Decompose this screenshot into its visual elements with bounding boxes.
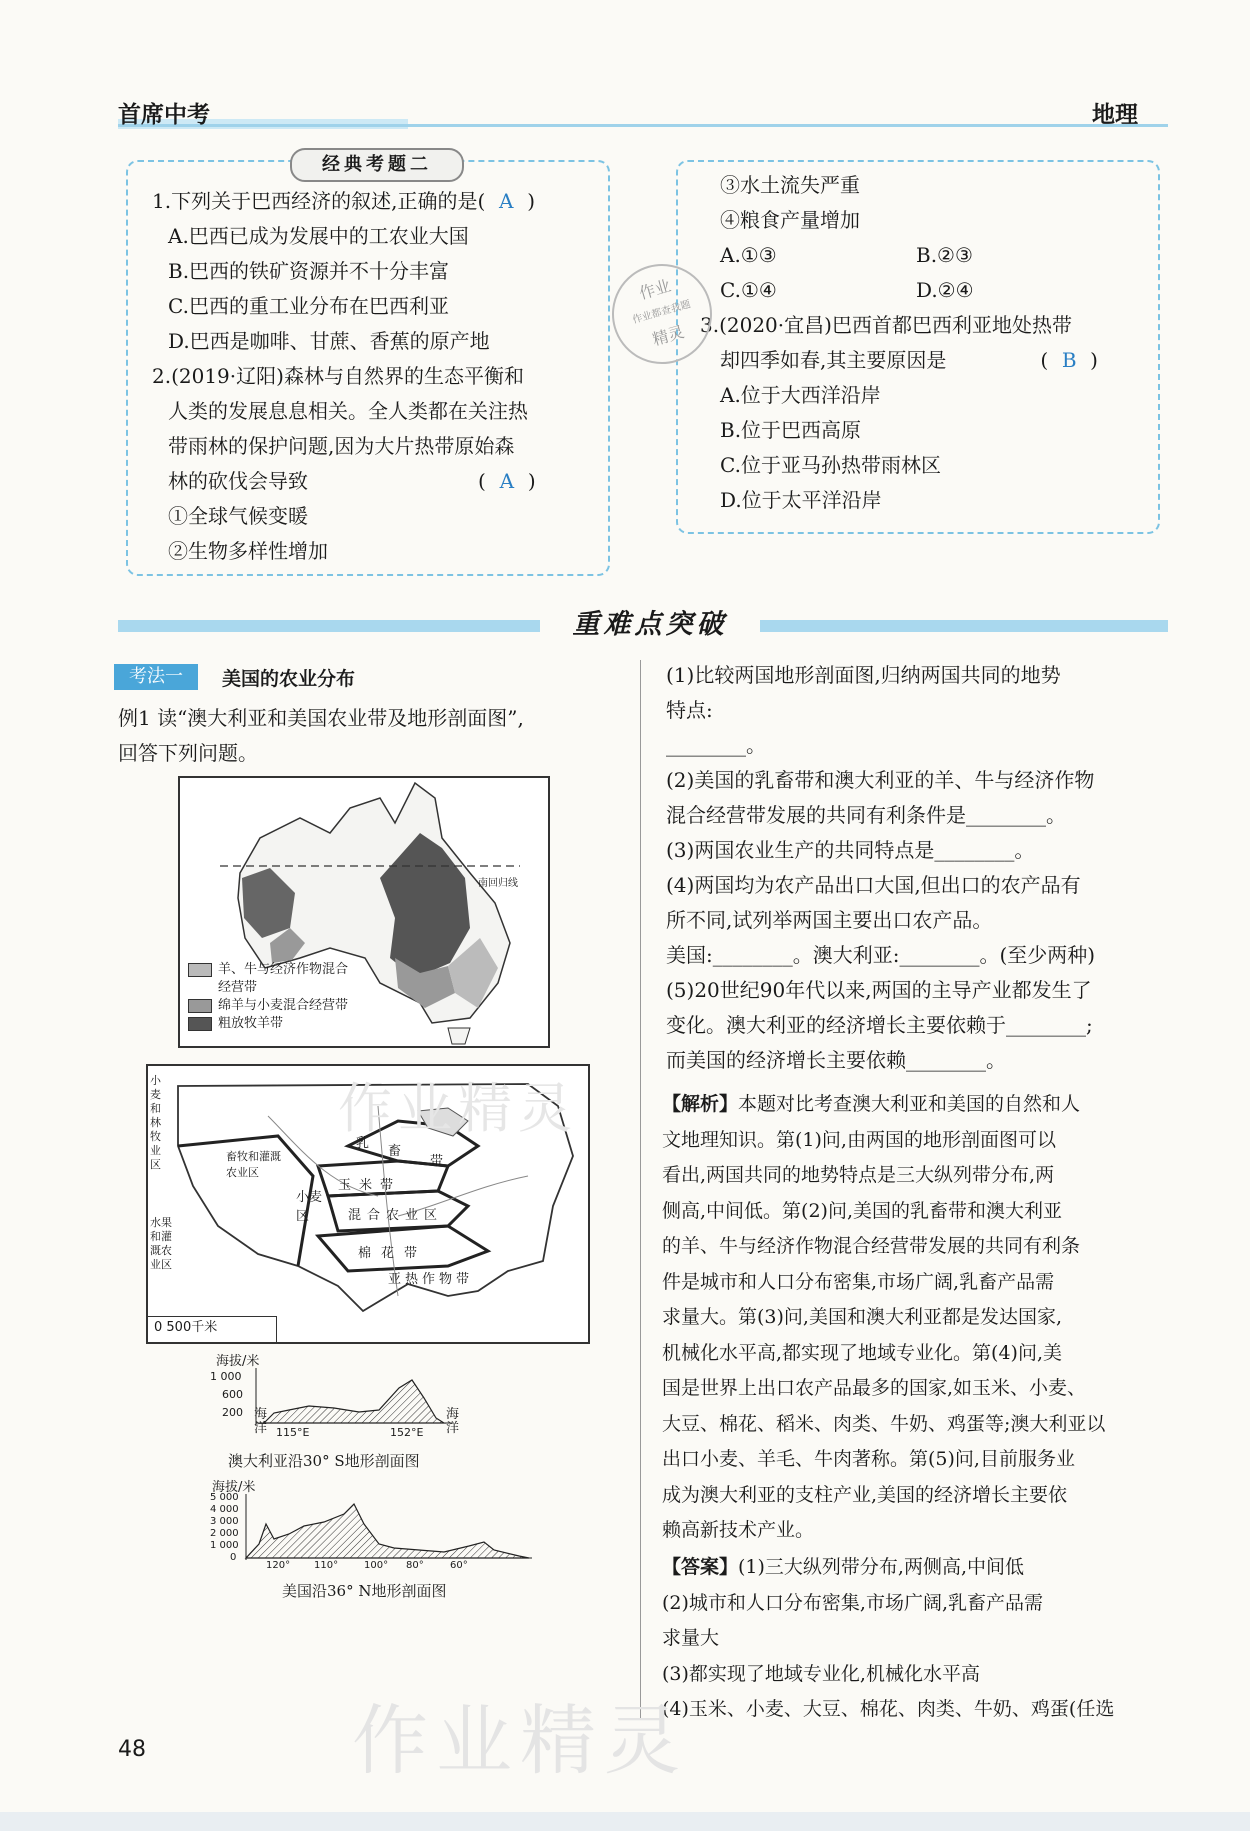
example-intro	[118, 701, 638, 771]
analysis-line-3: 侧高,中间低。第(2)问,美国的乳畜带和澳大利亚	[662, 1199, 1062, 1222]
q3-option-b: B.位于巴西高原	[720, 418, 862, 442]
aus-profile-svg	[254, 1368, 454, 1428]
usa-x-80: 80°	[406, 1560, 424, 1571]
label-wheat-forest: 小麦和林牧业区	[150, 1074, 161, 1171]
page-number: 48	[118, 1737, 146, 1762]
q2-answer: A	[499, 469, 515, 493]
aus-profile-ylabel: 海拔/米	[216, 1354, 260, 1369]
question-line-1: (1)比较两国地形剖面图,归纳两国共同的地势	[666, 663, 1061, 687]
question-line-12: 而美国的经济增长主要依赖________。	[666, 1048, 1006, 1072]
map-watermark: 作业精灵	[338, 1077, 578, 1140]
column-divider	[640, 660, 641, 1720]
label-fruit-irrigation: 水果和灌溉农业区	[150, 1216, 172, 1271]
q2-choice-3: ③水土流失严重	[720, 173, 860, 197]
q3-option-d: D.位于太平洋沿岸	[720, 488, 882, 512]
book-title: 首席中考	[118, 102, 210, 128]
q2-stem-1: 2.(2019·辽阳)森林与自然界的生态平衡和	[152, 364, 524, 388]
q2-options-ab: A.①③ B.②③	[720, 243, 973, 267]
usa-tick-1000: 1 000	[210, 1540, 239, 1551]
question-line-10: (5)20世纪90年代以来,两国的主导产业都发生了	[666, 978, 1092, 1002]
method-tag: 考法一	[114, 664, 198, 690]
usa-profile-terrain	[246, 1504, 529, 1558]
legend-mixed-2: 经营带	[218, 980, 258, 995]
usa-profile-ylabel: 海拔/米	[212, 1480, 256, 1495]
label-dairy-3: 带	[430, 1154, 444, 1169]
usa-profile-caption: 美国沿36° N地形剖面图	[282, 1582, 447, 1600]
usa-x-120: 120°	[266, 1560, 291, 1571]
aus-tick-200: 200	[222, 1406, 243, 1419]
question-line-7: (4)两国均为农产品出口大国,但出口的农产品有	[666, 873, 1081, 897]
question-line-5: 混合经营带发展的共同有利条件是________。	[666, 803, 1066, 827]
analysis-line-5: 件是城市和人口分布密集,市场广阔,乳畜产品需	[662, 1270, 1055, 1293]
aus-left-ocean: 海洋	[254, 1407, 268, 1436]
q1-option-c: C.巴西的重工业分布在巴西利亚	[168, 294, 449, 318]
q2-choice-2: ②生物多样性增加	[168, 539, 328, 563]
analysis-label: 【解析】	[662, 1093, 739, 1115]
answer-first-line: 【答案】(1)三大纵列带分布,两侧高,中间低	[662, 1556, 1025, 1578]
label-dairy-1: 乳	[356, 1136, 370, 1151]
australia-legend	[188, 958, 348, 1030]
subject-label: 地理	[1092, 102, 1138, 128]
page-bottom-strip	[0, 1812, 1250, 1831]
questions-block	[666, 658, 1171, 1078]
question-line-2: 特点:	[666, 698, 713, 722]
question-line-9: 美国:________。澳大利亚:________。(至少两种)	[666, 943, 1096, 967]
classic-left-text	[152, 184, 592, 569]
aus-profile-caption: 澳大利亚沿30° S地形剖面图	[228, 1452, 420, 1470]
usa-profile-svg	[244, 1494, 534, 1564]
q1-option-d: D.巴西是咖啡、甘蔗、香蕉的原产地	[168, 329, 490, 353]
q1-option-b: B.巴西的铁矿资源并不十分丰富	[168, 259, 450, 283]
analysis-line-8: 国是世界上出口农产品最多的国家,如玉米、小麦、	[662, 1377, 1087, 1399]
analysis-line-6: 求量大。第(3)问,美国和澳大利亚都是发达国家,	[662, 1306, 1062, 1328]
q2-stem-3: 带雨林的保护问题,因为大片热带原始森	[168, 434, 515, 458]
q3-option-a: A.位于大西洋沿岸	[720, 383, 881, 407]
header-rule	[118, 124, 1168, 127]
q3-stem-1: 3.(2020·宜昌)巴西首都巴西利亚地处热带	[700, 313, 1072, 337]
q2-choice-4: ④粮食产量增加	[720, 208, 860, 232]
stamp-seal: 作业 作业都查我题 精灵	[600, 252, 724, 376]
footer-watermark: 作业精灵	[352, 1696, 688, 1785]
section-title: 重难点突破	[540, 603, 760, 647]
answer-block	[662, 1550, 1172, 1728]
classic-questions-tag: 经典考题二	[290, 148, 464, 182]
label-subtropical-belt: 亚热作物带	[388, 1272, 474, 1287]
legend-mixed: 羊、牛与经济作物混合	[188, 958, 348, 976]
analysis-block	[662, 1087, 1172, 1549]
label-corn-belt: 玉米带	[338, 1178, 402, 1193]
q3-stem-2: 却四季如春,其主要原因是 ( B )	[720, 343, 1150, 378]
q2-stem-2: 人类的发展息息相关。全人类都在关注热	[168, 399, 528, 423]
method-title: 美国的农业分布	[222, 668, 356, 690]
q1-answer: A	[499, 189, 514, 213]
usa-tick-2000: 2 000	[210, 1528, 239, 1539]
australia-profile	[210, 1350, 470, 1470]
aus-x-152e: 152°E	[390, 1426, 424, 1439]
answer-line-4: (4)玉米、小麦、大豆、棉花、肉类、牛奶、鸡蛋(任选	[662, 1698, 1115, 1720]
usa-profile	[210, 1476, 530, 1600]
analysis-first-line: 【解析】本题对比考查澳大利亚和美国的自然和人	[662, 1093, 1081, 1115]
answer-label: 【答案】	[662, 1556, 739, 1578]
legend-extensive: 粗放牧羊带	[188, 1012, 348, 1030]
analysis-line-2: 看出,两国共同的地势特点是三大纵列带分布,两	[662, 1164, 1055, 1186]
q1-option-a: A.巴西已成为发展中的工农业大国	[168, 224, 469, 248]
tropic-label: 南回归线	[478, 878, 518, 889]
legend-swatch-mid	[188, 999, 212, 1013]
example-line-1: 例1 读“澳大利亚和美国农业带及地形剖面图”,	[118, 706, 524, 730]
question-line-3: ________。	[666, 733, 766, 757]
legend-wheat: 绵羊与小麦混合经营带	[188, 994, 348, 1012]
usa-tick-0: 0	[230, 1552, 237, 1563]
q3-answer: B	[1061, 348, 1077, 372]
australia-map	[178, 776, 550, 1048]
label-wheat: 小麦区	[296, 1190, 323, 1224]
q3-option-c: C.位于亚马孙热带雨林区	[720, 453, 941, 477]
label-mixed-belt: 混合农业区	[348, 1208, 444, 1223]
q2-choice-1: ①全球气候变暖	[168, 504, 308, 528]
analysis-line-10: 出口小麦、羊毛、牛肉著称。第(5)问,目前服务业	[662, 1448, 1075, 1470]
analysis-line-12: 赖高新技术产业。	[662, 1519, 815, 1541]
analysis-line-7: 机械化水平高,都实现了地域专业化。第(4)问,美	[662, 1341, 1062, 1364]
tasmania	[448, 1028, 470, 1044]
aus-tick-1000: 1 000	[210, 1370, 242, 1383]
analysis-line-9: 大豆、棉花、稻米、肉类、牛奶、鸡蛋等;澳大利亚以	[662, 1412, 1106, 1435]
usa-x-110: 110°	[314, 1560, 339, 1571]
q2-stem-4: 林的砍伐会导致 ( A )	[152, 464, 592, 499]
question-line-4: (2)美国的乳畜带和澳大利亚的羊、牛与经济作物	[666, 768, 1095, 792]
aus-right-ocean: 海洋	[446, 1407, 460, 1436]
q1-stem: 1.下列关于巴西经济的叙述,正确的是( A )	[152, 184, 592, 219]
analysis-line-11: 成为澳大利亚的支柱产业,美国的经济增长主要依	[662, 1483, 1068, 1506]
example-line-2: 回答下列问题。	[118, 741, 258, 765]
label-pasture-irrigation: 畜牧和灌溉农业区	[226, 1150, 281, 1179]
question-line-6: (3)两国农业生产的共同特点是________。	[666, 838, 1035, 862]
question-line-8: 所不同,试列举两国主要出口农产品。	[666, 908, 993, 932]
q2-options-cd: C.①④ D.②④	[720, 278, 974, 302]
question-line-11: 变化。澳大利亚的经济增长主要依赖于________;	[666, 1013, 1093, 1037]
answer-line-3: (3)都实现了地域专业化,机械化水平高	[662, 1662, 980, 1685]
classic-right-text	[700, 168, 1150, 518]
usa-x-100: 100°	[364, 1560, 389, 1571]
legend-swatch-light	[188, 963, 212, 977]
answer-line-2: 求量大	[662, 1627, 720, 1649]
answer-line-1: (2)城市和人口分布密集,市场广阔,乳畜产品需	[662, 1591, 1043, 1614]
label-dairy-2: 畜	[388, 1144, 402, 1159]
legend-swatch-dark	[188, 1017, 212, 1031]
aus-profile-terrain	[264, 1380, 444, 1423]
usa-tick-4000: 4 000	[210, 1504, 239, 1515]
usa-tick-3000: 3 000	[210, 1516, 239, 1527]
aus-x-115e: 115°E	[276, 1426, 310, 1439]
analysis-line-1: 文地理知识。第(1)问,由两国的地形剖面图可以	[662, 1128, 1056, 1151]
usa-map	[146, 1064, 590, 1344]
aus-tick-600: 600	[222, 1388, 243, 1401]
usa-x-60: 60°	[450, 1560, 468, 1571]
usa-tick-5000: 5 000	[210, 1492, 239, 1503]
analysis-line-4: 的羊、牛与经济作物混合经营带发展的共同有利条	[662, 1235, 1081, 1257]
map-scale: 0 500千米	[148, 1316, 277, 1343]
label-cotton-belt: 棉花带	[358, 1246, 428, 1261]
